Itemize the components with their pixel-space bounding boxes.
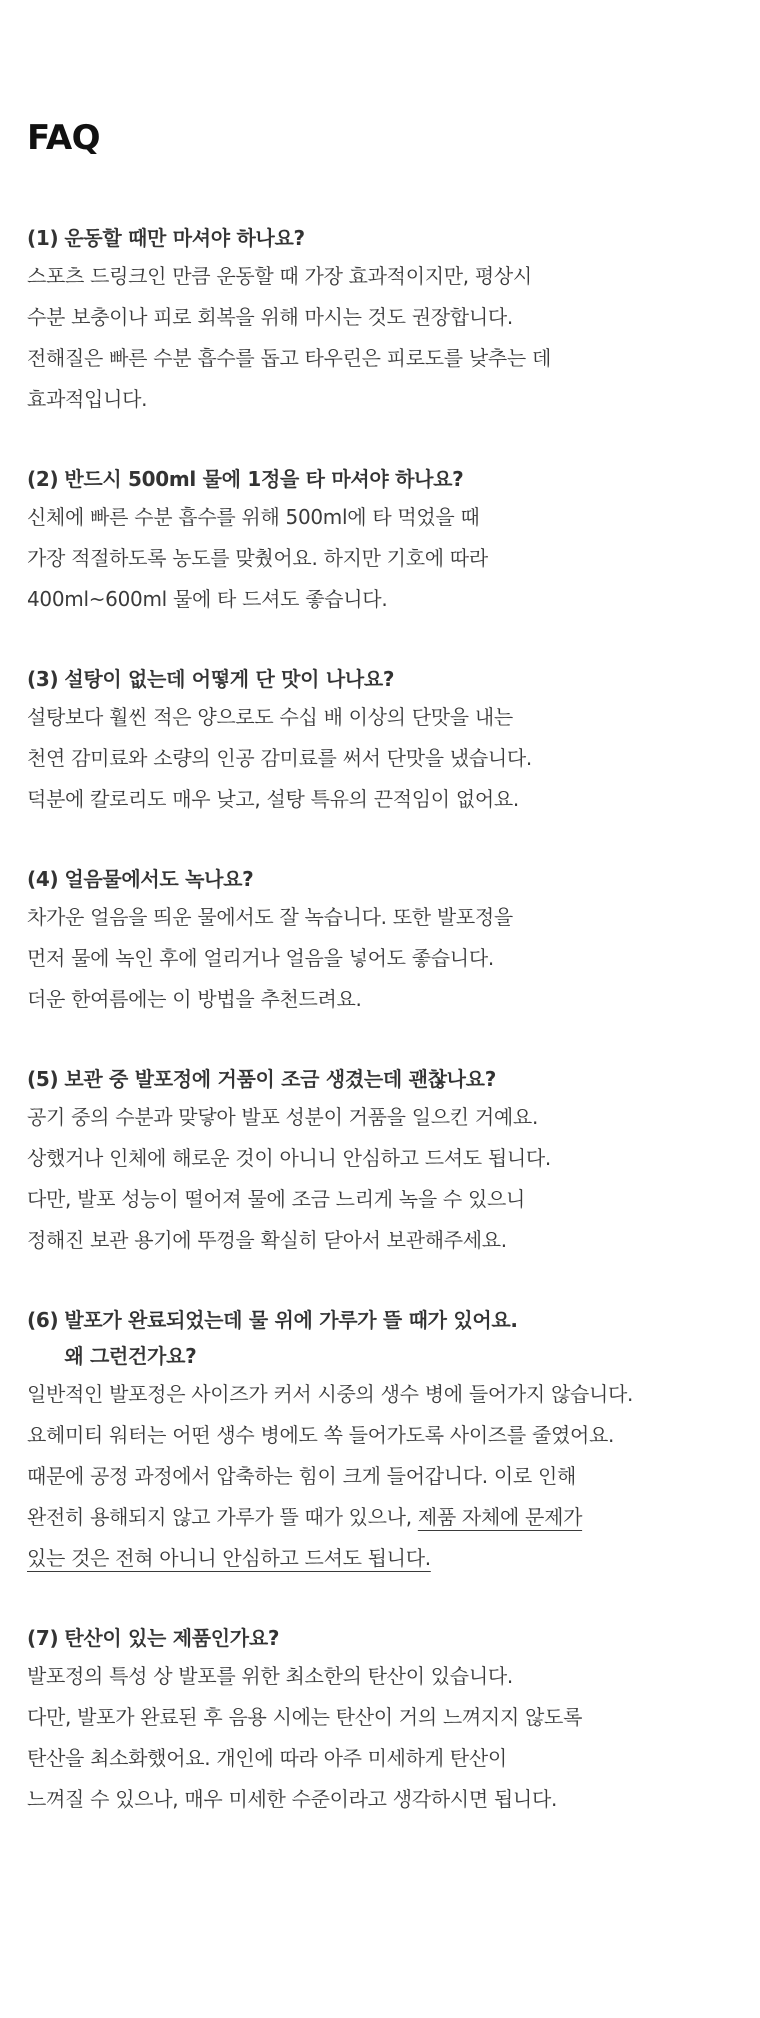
underlined-answer-text: 있는 것은 전혀 아니니 안심하고 드셔도 됩니다.	[27, 1546, 431, 1570]
question-number: (2)	[27, 467, 59, 491]
answer-line: 설탕보다 훨씬 적은 양으로도 수십 배 이상의 단맛을 내는	[27, 705, 513, 729]
answer-line: 때문에 공정 과정에서 압축하는 힘이 크게 들어갑니다. 이로 인해	[27, 1464, 577, 1488]
answer-line: 전해질은 빠른 수분 흡수를 돕고 타우린은 피로도를 낮추는 데	[27, 346, 551, 370]
question-text: 운동할 때만 마셔야 하나요?	[64, 226, 305, 250]
answer-line: 차가운 얼음을 띄운 물에서도 잘 녹습니다. 또한 발포정을	[27, 905, 513, 929]
faq-answer	[27, 1656, 733, 1820]
faq-question	[27, 220, 733, 256]
question-number: (7)	[27, 1626, 59, 1650]
faq-item-7	[27, 1620, 733, 1820]
answer-line: 효과적입니다.	[27, 387, 148, 411]
answer-line: 덕분에 칼로리도 매우 낮고, 설탕 특유의 끈적임이 없어요.	[27, 787, 519, 811]
question-text: 발포가 완료되었는데 물 위에 가루가 뜰 때가 있어요.	[64, 1308, 518, 1332]
faq-answer	[27, 697, 733, 820]
faq-answer	[27, 256, 733, 420]
faq-list	[27, 220, 733, 1820]
question-text: 탄산이 있는 제품인가요?	[64, 1626, 280, 1650]
answer-line: 발포정의 특성 상 발포를 위한 최소한의 탄산이 있습니다.	[27, 1664, 513, 1688]
faq-answer	[27, 1097, 733, 1261]
answer-line	[27, 1538, 733, 1579]
question-number: (3)	[27, 667, 59, 691]
page-title: FAQ	[27, 118, 101, 158]
answer-line: 다만, 발포가 완료된 후 음용 시에는 탄산이 거의 느껴지지 않도록	[27, 1705, 583, 1729]
answer-line	[27, 1497, 733, 1538]
answer-line: 400ml~600ml 물에 타 드셔도 좋습니다.	[27, 587, 388, 611]
answer-line: 가장 적절하도록 농도를 맞췄어요. 하지만 기호에 따라	[27, 546, 488, 570]
answer-line: 수분 보충이나 피로 회복을 위해 마시는 것도 권장합니다.	[27, 305, 513, 329]
question-text: 반드시 500ml 물에 1정을 타 마셔야 하나요?	[64, 467, 464, 491]
underlined-answer-text: 제품 자체에 문제가	[417, 1505, 583, 1529]
answer-line: 정해진 보관 용기에 뚜껑을 확실히 닫아서 보관해주세요.	[27, 1228, 507, 1252]
answer-line: 느껴질 수 있으나, 매우 미세한 수준이라고 생각하시면 됩니다.	[27, 1787, 558, 1811]
answer-line: 탄산을 최소화했어요. 개인에 따라 아주 미세하게 탄산이	[27, 1746, 507, 1770]
answer-line: 신체에 빠른 수분 흡수를 위해 500ml에 타 먹었을 때	[27, 505, 480, 529]
answer-line: 먼저 물에 녹인 후에 얼리거나 얼음을 넣어도 좋습니다.	[27, 946, 494, 970]
faq-question	[27, 461, 733, 497]
question-number: (5)	[27, 1067, 59, 1091]
faq-question	[27, 1620, 733, 1656]
faq-answer	[27, 897, 733, 1020]
answer-line: 공기 중의 수분과 맞닿아 발포 성분이 거품을 일으킨 거예요.	[27, 1105, 538, 1129]
faq-item-6	[27, 1302, 733, 1579]
answer-line: 요헤미티 워터는 어떤 생수 병에도 쏙 들어가도록 사이즈를 줄였어요.	[27, 1423, 615, 1447]
answer-line: 더운 한여름에는 이 방법을 추천드려요.	[27, 987, 362, 1011]
faq-question	[27, 1061, 733, 1097]
answer-text: 완전히 용해되지 않고 가루가 뜰 때가 있으나,	[27, 1505, 418, 1529]
question-text: 보관 중 발포정에 거품이 조금 생겼는데 괜찮나요?	[64, 1067, 496, 1091]
faq-item-4	[27, 861, 733, 1020]
question-number: (1)	[27, 226, 59, 250]
question-text: 얼음물에서도 녹나요?	[64, 867, 254, 891]
faq-answer	[27, 1374, 733, 1579]
faq-question	[27, 861, 733, 897]
faq-item-5	[27, 1061, 733, 1261]
answer-line: 상했거나 인체에 해로운 것이 아니니 안심하고 드셔도 됩니다.	[27, 1146, 551, 1170]
question-text: 설탕이 없는데 어떻게 단 맛이 나나요?	[64, 667, 395, 691]
answer-line: 천연 감미료와 소량의 인공 감미료를 써서 단맛을 냈습니다.	[27, 746, 532, 770]
faq-item-1	[27, 220, 733, 420]
answer-line: 일반적인 발포정은 사이즈가 커서 시중의 생수 병에 들어가지 않습니다.	[27, 1382, 634, 1406]
question-text: 왜 그런건가요?	[64, 1344, 197, 1368]
faq-item-2	[27, 461, 733, 620]
question-number: (6)	[27, 1308, 59, 1332]
faq-answer	[27, 497, 733, 620]
faq-item-3	[27, 661, 733, 820]
faq-question	[27, 661, 733, 697]
faq-question	[27, 1302, 733, 1374]
answer-line: 다만, 발포 성능이 떨어져 물에 조금 느리게 녹을 수 있으니	[27, 1187, 526, 1211]
question-number: (4)	[27, 867, 59, 891]
answer-line: 스포츠 드링크인 만큼 운동할 때 가장 효과적이지만, 평상시	[27, 264, 532, 288]
